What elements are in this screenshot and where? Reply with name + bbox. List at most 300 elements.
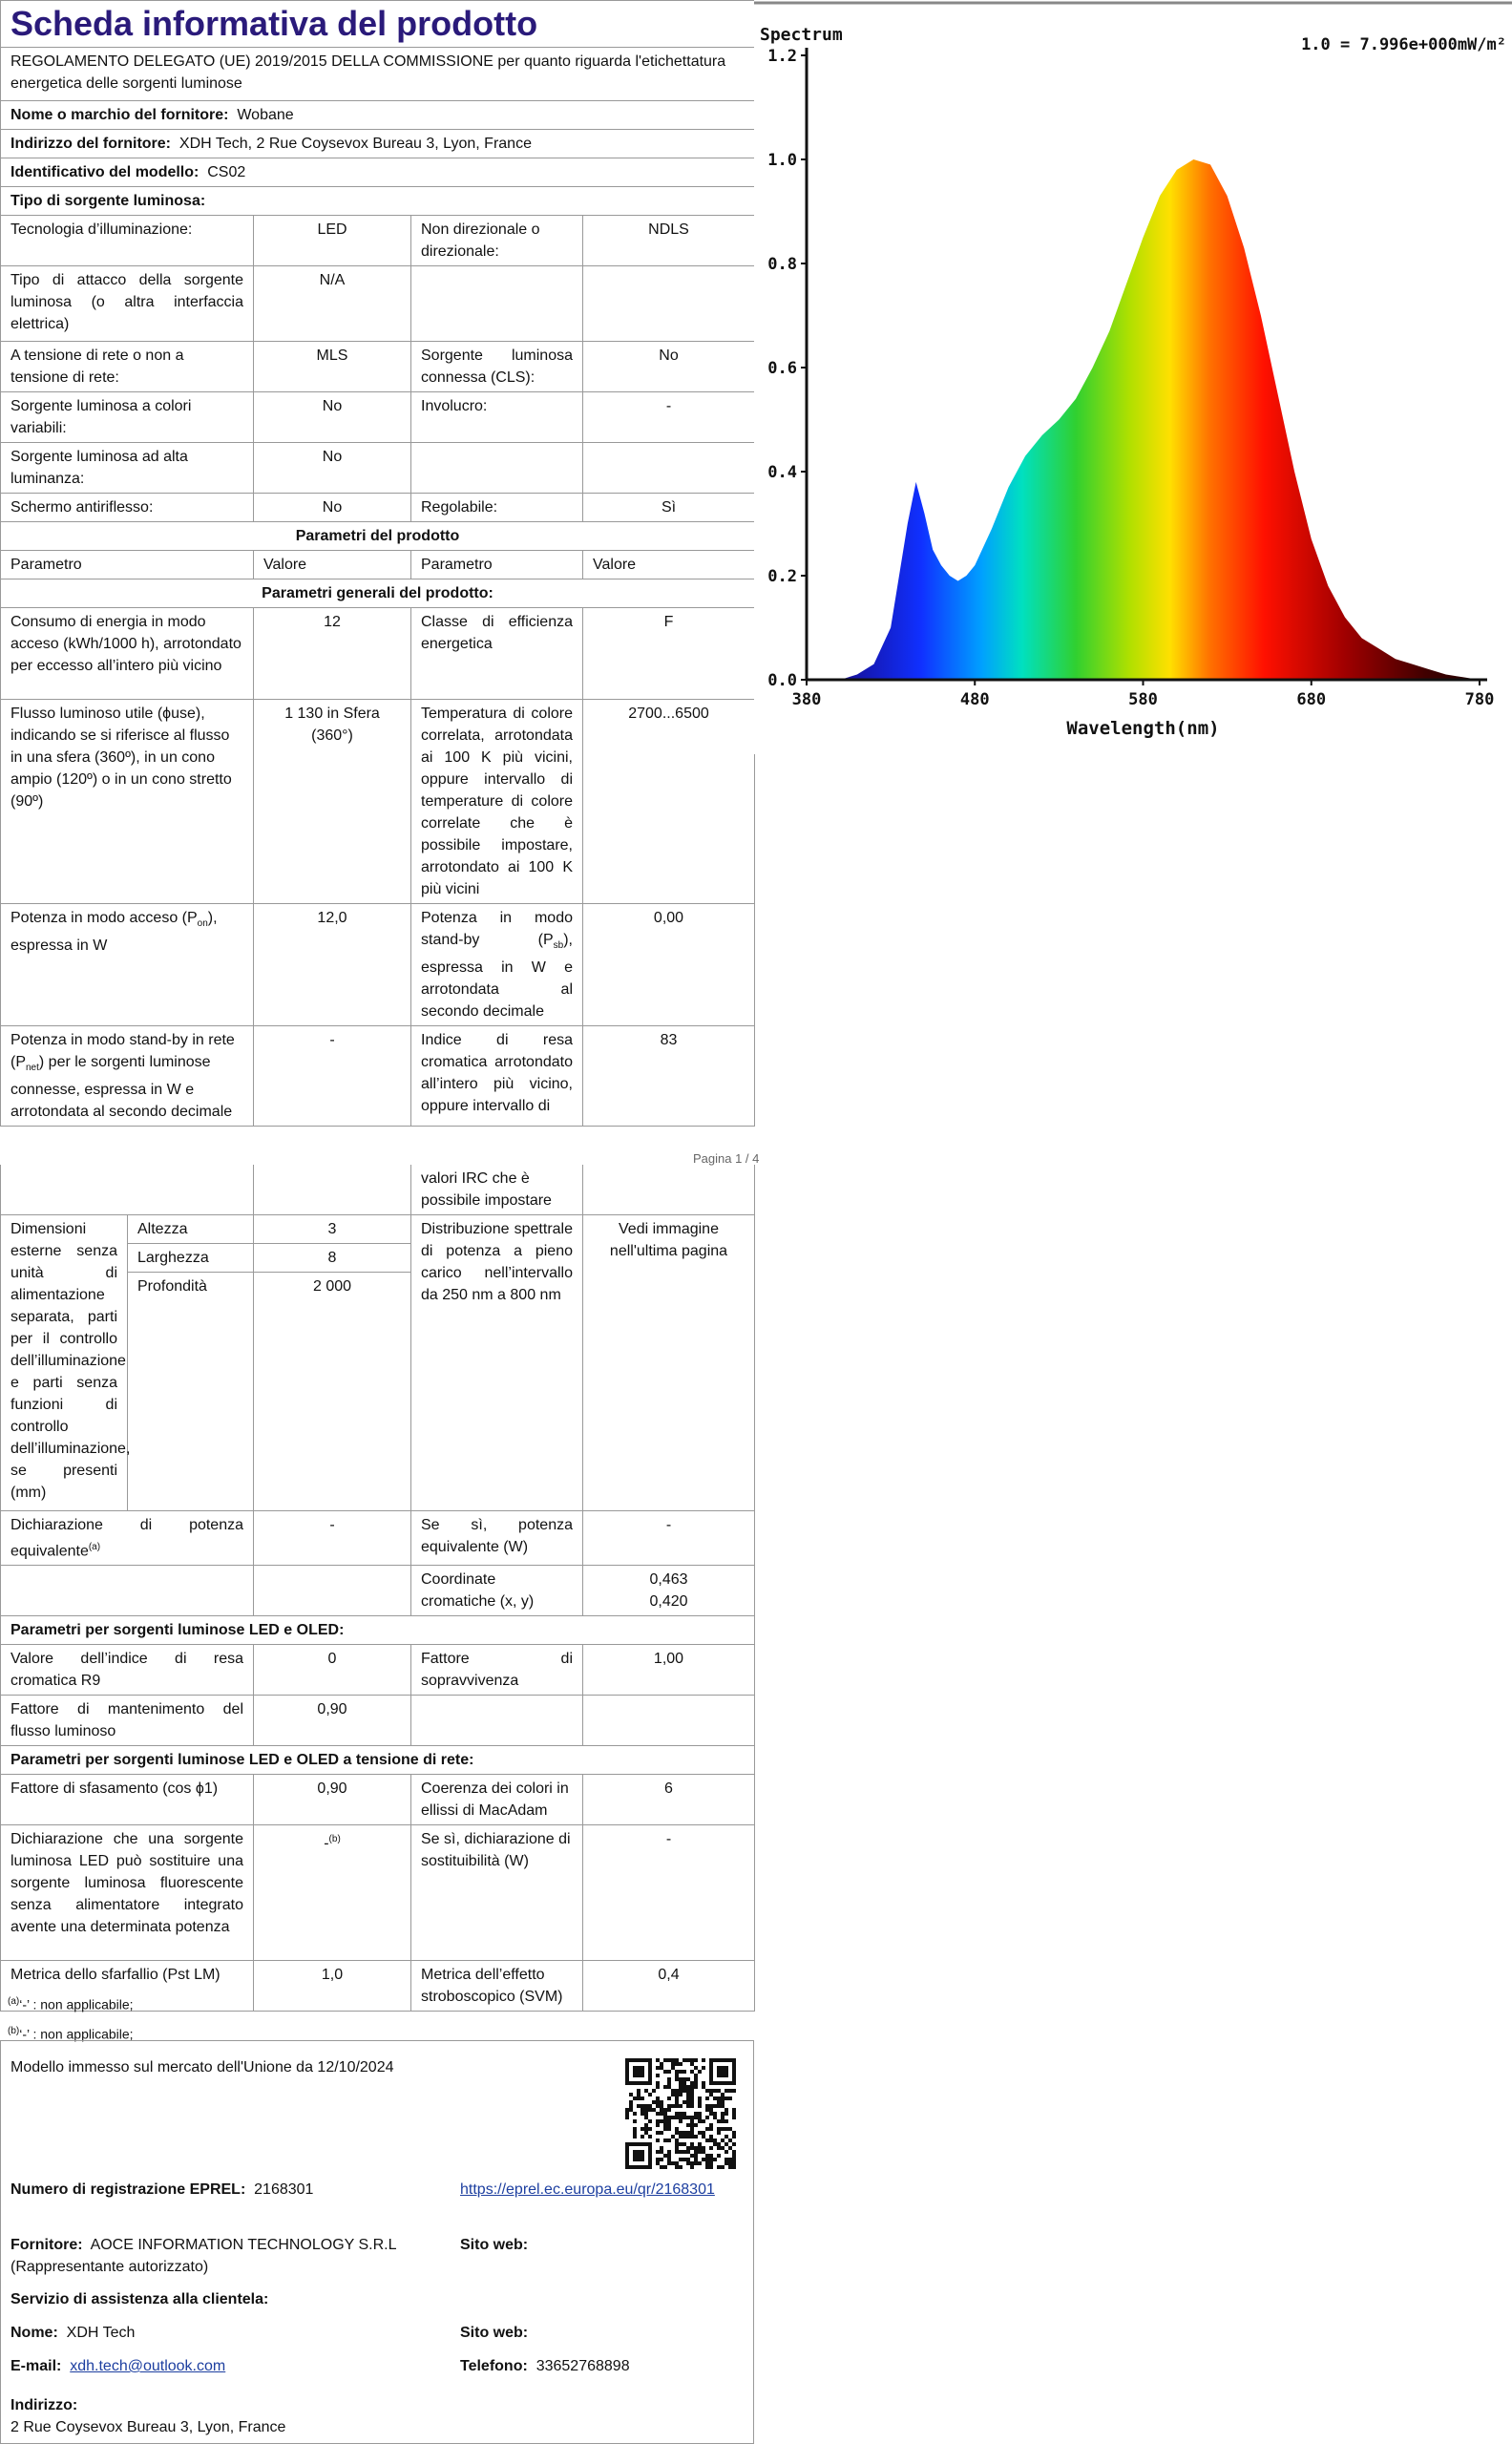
param-label: Distribuzione spettrale di potenza a pieno carico nell’intervallo da 250 nm a 800 nm	[411, 1215, 583, 1511]
qr-module	[679, 2093, 682, 2096]
qr-module	[656, 2081, 660, 2085]
dim-value: 8	[254, 1244, 411, 1273]
qr-module	[732, 2089, 736, 2093]
qr-module	[724, 2158, 728, 2161]
table-row	[1, 1215, 755, 1244]
label-part: Potenza in modo acceso (P	[10, 910, 198, 926]
qr-module	[694, 2112, 698, 2116]
qr-module	[713, 2138, 717, 2142]
footnote	[8, 1989, 134, 2018]
qr-module	[675, 2131, 679, 2135]
qr-module	[702, 2119, 705, 2123]
qr-module	[667, 2104, 671, 2108]
qr-module	[663, 2138, 667, 2142]
qr-module	[732, 2158, 736, 2161]
page-title: Scheda informativa del prodotto	[1, 1, 755, 48]
qr-module	[667, 2138, 671, 2142]
qr-module	[660, 2100, 663, 2104]
qr-module	[694, 2085, 698, 2089]
dim-label: Profondità	[128, 1273, 254, 1511]
param-value	[583, 1696, 755, 1746]
qr-module	[709, 2123, 713, 2127]
qr-module	[705, 2158, 709, 2161]
param-label: Involucro:	[411, 392, 583, 443]
qr-module	[671, 2116, 675, 2119]
qr-module	[682, 2070, 686, 2074]
footnotes	[8, 1989, 134, 2047]
qr-module	[675, 2096, 679, 2100]
qr-module	[686, 2077, 690, 2081]
qr-module	[682, 2131, 686, 2135]
qr-module	[698, 2131, 702, 2135]
qr-module	[656, 2123, 660, 2127]
table-row	[1, 1511, 755, 1566]
qr-module	[705, 2127, 709, 2131]
qr-module	[694, 2116, 698, 2119]
qr-module	[633, 2119, 637, 2123]
qr-module	[686, 2100, 690, 2104]
qr-module	[721, 2146, 724, 2150]
qr-module	[675, 2100, 679, 2104]
qr-finder	[717, 2066, 728, 2077]
qr-module	[660, 2062, 663, 2066]
param-value: 0,00	[583, 904, 755, 1026]
qr-module	[709, 2165, 713, 2169]
qr-finder	[625, 2165, 652, 2169]
qr-module	[644, 2127, 648, 2131]
qr-module	[656, 2158, 660, 2161]
qr-module	[682, 2077, 686, 2081]
qr-module	[675, 2138, 679, 2142]
qr-module	[728, 2138, 732, 2142]
column-headers	[1, 551, 755, 579]
qr-module	[732, 2112, 736, 2116]
qr-module	[713, 2112, 717, 2116]
qr-module	[709, 2093, 713, 2096]
email-row	[10, 2355, 225, 2377]
qr-finder	[709, 2058, 736, 2062]
qr-module	[709, 2108, 713, 2112]
qr-module	[682, 2158, 686, 2161]
qr-module	[686, 2093, 690, 2096]
qr-module	[717, 2089, 721, 2093]
qr-module	[709, 2104, 713, 2108]
qr-module	[644, 2089, 648, 2093]
qr-module	[667, 2150, 671, 2154]
supplier-footer-label: Fornitore:	[10, 2237, 83, 2253]
qr-module	[724, 2119, 728, 2123]
qr-module	[724, 2089, 728, 2093]
param-value: 1,0	[254, 1961, 411, 2012]
qr-module	[690, 2142, 694, 2146]
qr-module	[667, 2116, 671, 2119]
qr-module	[629, 2104, 633, 2108]
qr-module	[663, 2085, 667, 2089]
param-value: No	[583, 342, 755, 392]
qr-module	[660, 2066, 663, 2070]
qr-module	[705, 2089, 709, 2093]
label-sub: on	[197, 918, 208, 930]
chart-title: Spectrum	[760, 25, 843, 45]
qr-module	[660, 2112, 663, 2116]
qr-module	[675, 2089, 679, 2093]
qr-finder	[732, 2058, 736, 2085]
qr-module	[679, 2077, 682, 2081]
qr-module	[679, 2119, 682, 2123]
qr-module	[702, 2146, 705, 2150]
qr-module	[698, 2161, 702, 2165]
qr-module	[713, 2116, 717, 2119]
qr-module	[690, 2127, 694, 2131]
qr-module	[690, 2058, 694, 2062]
param-value: -	[583, 1825, 755, 1961]
qr-module	[667, 2158, 671, 2161]
qr-module	[679, 2089, 682, 2093]
qr-module	[709, 2146, 713, 2150]
value-sup: (b)	[328, 1834, 341, 1845]
qr-module	[667, 2096, 671, 2100]
y-tick-label: 0.8	[767, 255, 797, 274]
y-tick-label: 0.6	[767, 359, 797, 378]
qr-module	[671, 2135, 675, 2138]
qr-module	[690, 2161, 694, 2165]
qr-module	[686, 2058, 690, 2062]
qr-module	[667, 2070, 671, 2074]
qr-finder	[625, 2142, 652, 2146]
qr-module	[698, 2146, 702, 2150]
param-value: LED	[254, 216, 411, 266]
general-heading: Parametri generali del prodotto:	[1, 579, 755, 608]
param-label: Sorgente luminosa a colori variabili:	[1, 392, 254, 443]
qr-module	[690, 2119, 694, 2123]
table-row	[1, 904, 755, 1026]
empty-cell	[254, 1566, 411, 1616]
param-value: 0,90	[254, 1696, 411, 1746]
qr-module	[640, 2127, 644, 2131]
qr-module	[667, 2077, 671, 2081]
address-label: Indirizzo del fornitore:	[10, 136, 171, 152]
qr-module	[671, 2066, 675, 2070]
email-label: E-mail:	[10, 2358, 62, 2374]
qr-module	[679, 2081, 682, 2085]
qr-module	[698, 2112, 702, 2116]
qr-module	[675, 2070, 679, 2074]
qr-module	[633, 2096, 637, 2100]
param-value: 0	[254, 1645, 411, 1696]
qr-module	[686, 2131, 690, 2135]
qr-module	[709, 2127, 713, 2131]
page-number: Pagina 1 / 4	[693, 1151, 760, 1166]
qr-module	[686, 2123, 690, 2127]
qr-module	[625, 2108, 629, 2112]
param-value: Vedi immagine nell'ultima pagina	[583, 1215, 755, 1511]
qr-module	[717, 2165, 721, 2169]
qr-module	[682, 2100, 686, 2104]
qr-module	[675, 2062, 679, 2066]
qr-module	[675, 2116, 679, 2119]
qr-module	[675, 2074, 679, 2077]
qr-module	[724, 2161, 728, 2165]
qr-module	[721, 2104, 724, 2108]
qr-module	[686, 2161, 690, 2165]
qr-module	[690, 2154, 694, 2158]
table-row	[1, 216, 755, 266]
qr-module	[625, 2116, 629, 2119]
qr-module	[732, 2108, 736, 2112]
qr-code-icon	[625, 2058, 736, 2169]
param-value	[583, 443, 755, 494]
qr-module	[694, 2154, 698, 2158]
qr-module	[694, 2058, 698, 2062]
param-value: 12,0	[254, 904, 411, 1026]
supplier-footer-row	[10, 2234, 450, 2278]
spectrum-area	[807, 159, 1480, 680]
param-label	[1, 1511, 254, 1566]
param-value: -	[254, 1026, 411, 1127]
address-value: XDH Tech, 2 Rue Coysevox Bureau 3, Lyon, France	[178, 136, 532, 152]
eprel-link[interactable]: https://eprel.ec.europa.eu/qr/2168301	[460, 2181, 715, 2198]
empty-cell	[583, 1165, 755, 1215]
qr-module	[679, 2112, 682, 2116]
qr-module	[660, 2131, 663, 2135]
qr-module	[679, 2062, 682, 2066]
param-value: NDLS	[583, 216, 755, 266]
dim-value: 2 000	[254, 1273, 411, 1511]
dim-label: Altezza	[128, 1215, 254, 1244]
param-label: A tensione di rete o non a tensione di rete:	[1, 342, 254, 392]
qr-module	[694, 2066, 698, 2070]
qr-module	[709, 2138, 713, 2142]
table-row	[1, 392, 755, 443]
param-label: Schermo antiriflesso:	[1, 494, 254, 522]
param-value: N/A	[254, 266, 411, 342]
qr-module	[671, 2089, 675, 2093]
qr-module	[732, 2131, 736, 2135]
value-part: -	[324, 1835, 329, 1852]
qr-module	[694, 2146, 698, 2150]
supplier-label: Nome o marchio del fornitore:	[10, 107, 229, 123]
qr-module	[717, 2100, 721, 2104]
column-header: Parametro	[411, 551, 583, 579]
qr-module	[705, 2165, 709, 2169]
param-value: 83	[583, 1026, 755, 1127]
model-row	[1, 158, 755, 187]
qr-module	[656, 2131, 660, 2135]
param-value: Sì	[583, 494, 755, 522]
dim-label: Larghezza	[128, 1244, 254, 1273]
qr-module	[690, 2135, 694, 2138]
qr-module	[679, 2116, 682, 2119]
qr-module	[698, 2096, 702, 2100]
qr-module	[652, 2089, 656, 2093]
qr-module	[679, 2158, 682, 2161]
label-part: ), espressa in W e arrotondata al secondo decimale	[421, 932, 573, 1021]
qr-module	[690, 2096, 694, 2100]
mains-heading: Parametri per sorgenti luminose LED e OLED a tensione di rete:	[1, 1746, 755, 1775]
qr-finder	[633, 2150, 644, 2161]
qr-module	[724, 2096, 728, 2100]
dim-value: 3	[254, 1215, 411, 1244]
qr-module	[709, 2135, 713, 2138]
qr-module	[660, 2146, 663, 2150]
x-tick-label: 580	[1128, 690, 1158, 709]
qr-module	[652, 2108, 656, 2112]
qr-module	[675, 2112, 679, 2116]
footnote-mark: (b)	[8, 2025, 20, 2036]
name-row	[10, 2322, 135, 2344]
qr-module	[724, 2150, 728, 2154]
qr-module	[732, 2154, 736, 2158]
qr-module	[721, 2165, 724, 2169]
table-row	[1, 1775, 755, 1825]
qr-finder	[625, 2081, 652, 2085]
email-link[interactable]: xdh.tech@outlook.com	[70, 2358, 226, 2374]
qr-finder	[633, 2066, 644, 2077]
qr-finder	[625, 2058, 629, 2085]
qr-module	[694, 2074, 698, 2077]
eprel-value: 2168301	[254, 2181, 314, 2198]
footnote-mark: (a)	[8, 1996, 20, 2007]
qr-module	[675, 2142, 679, 2146]
qr-module	[686, 2096, 690, 2100]
param-value: 1 130 in Sfera (360°)	[254, 700, 411, 904]
qr-module	[690, 2081, 694, 2085]
qr-module	[698, 2104, 702, 2108]
qr-module	[663, 2123, 667, 2127]
qr-module	[690, 2093, 694, 2096]
x-tick-label: 380	[791, 690, 822, 709]
qr-module	[629, 2093, 633, 2096]
qr-module	[717, 2096, 721, 2100]
qr-module	[682, 2135, 686, 2138]
qr-module	[686, 2158, 690, 2161]
qr-module	[679, 2104, 682, 2108]
table-row	[1, 494, 755, 522]
qr-module	[709, 2089, 713, 2093]
qr-module	[675, 2058, 679, 2062]
param-label: Coordinate cromatiche (x, y)	[411, 1566, 583, 1616]
param-value: No	[254, 392, 411, 443]
qr-module	[732, 2165, 736, 2169]
qr-module	[675, 2146, 679, 2150]
y-tick-label: 0.4	[767, 463, 797, 482]
qr-module	[648, 2119, 652, 2123]
qr-module	[667, 2058, 671, 2062]
qr-module	[728, 2161, 732, 2165]
params-heading: Parametri del prodotto	[1, 522, 755, 551]
param-label: Regolabile:	[411, 494, 583, 522]
qr-module	[656, 2138, 660, 2142]
qr-finder	[625, 2058, 652, 2062]
qr-module	[690, 2070, 694, 2074]
qr-module	[679, 2131, 682, 2135]
qr-module	[705, 2138, 709, 2142]
qr-module	[690, 2131, 694, 2135]
qr-finder	[648, 2142, 652, 2169]
qr-module	[648, 2127, 652, 2131]
param-value: No	[254, 443, 411, 494]
qr-module	[675, 2161, 679, 2165]
product-info-table-continued	[0, 1165, 755, 2012]
qr-module	[671, 2161, 675, 2165]
y-tick-label: 0.2	[767, 567, 797, 586]
qr-module	[625, 2112, 629, 2116]
qr-module	[648, 2135, 652, 2138]
param-label: Fattore di sfasamento (cos ϕ1)	[1, 1775, 254, 1825]
supplier-value: Wobane	[237, 107, 294, 123]
qr-module	[667, 2123, 671, 2127]
website-label: Sito web:	[460, 2237, 529, 2253]
table-row	[1, 1566, 755, 1616]
qr-module	[732, 2135, 736, 2138]
led-heading: Parametri per sorgenti luminose LED e OLED:	[1, 1616, 755, 1645]
addr-value: 2 Rue Coysevox Bureau 3, Lyon, France	[10, 2419, 286, 2435]
label-part: Potenza in modo stand-by in rete (P	[10, 1032, 235, 1071]
column-header: Valore	[254, 551, 411, 579]
qr-module	[709, 2154, 713, 2158]
qr-module	[721, 2138, 724, 2142]
qr-module	[656, 2074, 660, 2077]
empty-cell	[1, 1566, 254, 1616]
qr-module	[709, 2112, 713, 2116]
qr-module	[698, 2070, 702, 2074]
model-label: Identificativo del modello:	[10, 164, 200, 180]
label-part: Dichiarazione di potenza equivalente	[10, 1517, 243, 1560]
param-value: 0,4	[583, 1961, 755, 2012]
param-value: 0,90	[254, 1775, 411, 1825]
param-label: Metrica dello sfarfallio (Pst LM)	[1, 1961, 254, 2012]
table-row	[1, 700, 755, 904]
qr-module	[675, 2093, 679, 2096]
qr-module	[728, 2096, 732, 2100]
table-row	[1, 266, 755, 342]
qr-module	[656, 2112, 660, 2116]
qr-module	[667, 2119, 671, 2123]
qr-module	[679, 2165, 682, 2169]
qr-module	[667, 2154, 671, 2158]
qr-module	[724, 2127, 728, 2131]
qr-module	[660, 2165, 663, 2169]
source-type-heading: Tipo di sorgente luminosa:	[1, 187, 755, 216]
qr-module	[702, 2131, 705, 2135]
qr-finder	[709, 2081, 736, 2085]
qr-module	[679, 2150, 682, 2154]
param-label	[411, 266, 583, 342]
qr-module	[660, 2158, 663, 2161]
qr-module	[732, 2150, 736, 2154]
qr-module	[660, 2119, 663, 2123]
param-label	[411, 443, 583, 494]
qr-module	[690, 2123, 694, 2127]
qr-module	[728, 2165, 732, 2169]
param-label: Classe di efficienza energetica	[411, 608, 583, 700]
qr-module	[705, 2116, 709, 2119]
param-value	[583, 1566, 755, 1616]
qr-module	[690, 2165, 694, 2169]
param-value	[254, 1825, 411, 1961]
x-tick-label: 680	[1296, 690, 1327, 709]
qr-module	[675, 2104, 679, 2108]
qr-module	[717, 2127, 721, 2131]
qr-module	[644, 2108, 648, 2112]
qr-module	[698, 2119, 702, 2123]
table-row	[1, 1645, 755, 1696]
qr-module	[652, 2100, 656, 2104]
label-sub: sb	[553, 940, 564, 952]
qr-module	[671, 2058, 675, 2062]
address-row	[1, 130, 755, 158]
qr-module	[732, 2161, 736, 2165]
